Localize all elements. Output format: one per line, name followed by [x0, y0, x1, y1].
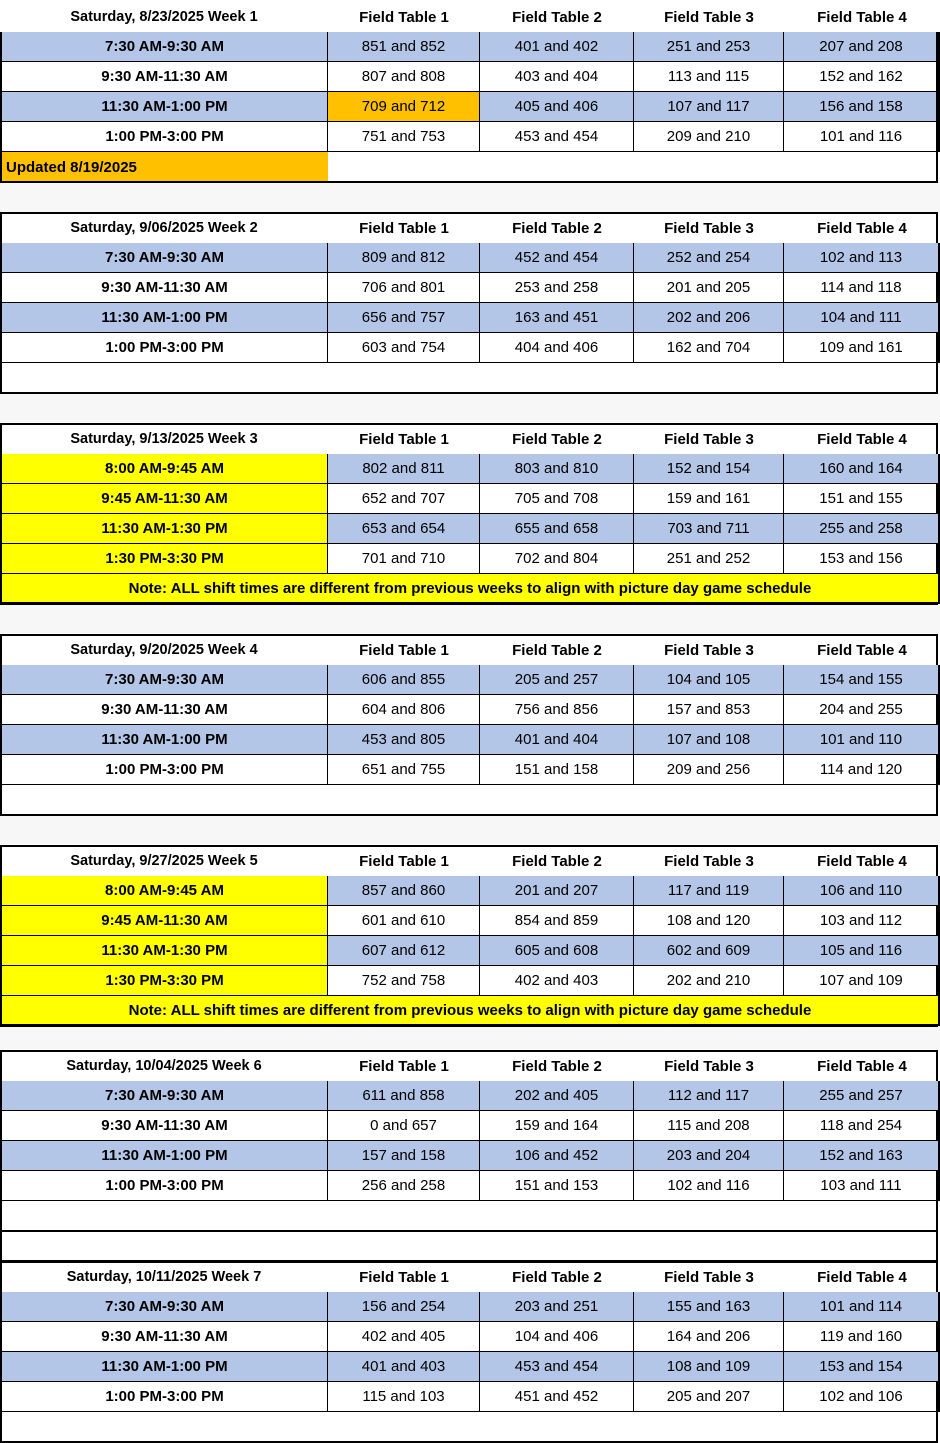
table-cell: 114 and 118 — [784, 273, 940, 303]
table-cell: 652 and 707 — [328, 484, 480, 514]
table-row — [0, 1141, 940, 1171]
week-header: Saturday, 9/20/2025 Week 4 — [70, 642, 258, 658]
week-4-header-row — [0, 635, 940, 665]
time-slot: 9:30 AM-11:30 AM — [0, 1111, 328, 1141]
table-cell: 104 and 111 — [784, 303, 940, 333]
table-cell: 0 and 657 — [328, 1111, 480, 1141]
table-cell: 115 and 103 — [328, 1382, 480, 1412]
time-slot: 8:00 AM-9:45 AM — [0, 876, 328, 906]
table-cell: 119 and 160 — [784, 1322, 940, 1352]
table-cell: 251 and 253 — [634, 32, 784, 62]
table-cell: 706 and 801 — [328, 273, 480, 303]
table-cell: 453 and 454 — [480, 122, 634, 152]
table-cell: 606 and 855 — [328, 665, 480, 695]
table-cell: 156 and 158 — [784, 92, 940, 122]
table-cell: 255 and 257 — [784, 1081, 940, 1111]
column-header: Field Table 3 — [664, 1268, 754, 1286]
time-slot: 1:00 PM-3:00 PM — [0, 1171, 328, 1201]
table-cell: 117 and 119 — [634, 876, 784, 906]
table-cell: 108 and 120 — [634, 906, 784, 936]
column-header: Field Table 4 — [817, 219, 907, 237]
table-row — [0, 695, 940, 725]
table-cell: 607 and 612 — [328, 936, 480, 966]
time-slot: 1:00 PM-3:00 PM — [0, 1382, 328, 1412]
time-slot: 9:30 AM-11:30 AM — [0, 273, 328, 303]
time-slot: 9:30 AM-11:30 AM — [0, 1322, 328, 1352]
table-cell: 152 and 163 — [784, 1141, 940, 1171]
time-slot: 9:45 AM-11:30 AM — [0, 484, 328, 514]
column-header: Field Table 3 — [664, 641, 754, 659]
spacer — [0, 183, 940, 213]
table-cell: 203 and 251 — [480, 1292, 634, 1322]
table-cell: 107 and 117 — [634, 92, 784, 122]
table-cell: 601 and 610 — [328, 906, 480, 936]
table-cell: 203 and 204 — [634, 1141, 784, 1171]
table-row — [0, 243, 940, 273]
table-cell: 205 and 207 — [634, 1382, 784, 1412]
table-row — [0, 665, 940, 695]
table-cell: 207 and 208 — [784, 32, 940, 62]
table-cell: 405 and 406 — [480, 92, 634, 122]
time-slot: 7:30 AM-9:30 AM — [0, 1292, 328, 1322]
table-cell: 401 and 403 — [328, 1352, 480, 1382]
spacer-row — [0, 1230, 938, 1262]
column-header: Field Table 4 — [817, 852, 907, 870]
table-cell: 113 and 115 — [634, 62, 784, 92]
table-row — [0, 755, 940, 785]
table-cell: 701 and 710 — [328, 544, 480, 574]
table-cell: 605 and 608 — [480, 936, 634, 966]
table-cell: 809 and 812 — [328, 243, 480, 273]
table-cell: 164 and 206 — [634, 1322, 784, 1352]
table-cell: 107 and 109 — [784, 966, 940, 996]
table-cell: 106 and 110 — [784, 876, 940, 906]
week-header: Saturday, 9/13/2025 Week 3 — [70, 431, 258, 447]
table-row — [0, 966, 940, 996]
table-cell: 252 and 254 — [634, 243, 784, 273]
table-cell: 453 and 805 — [328, 725, 480, 755]
table-row — [0, 1352, 940, 1382]
table-cell: 153 and 154 — [784, 1352, 940, 1382]
table-row — [0, 906, 940, 936]
table-cell: 157 and 158 — [328, 1141, 480, 1171]
time-slot: 1:00 PM-3:00 PM — [0, 755, 328, 785]
table-cell: 114 and 120 — [784, 755, 940, 785]
week-header: Saturday, 10/11/2025 Week 7 — [66, 1269, 262, 1285]
table-cell: 153 and 156 — [784, 544, 940, 574]
table-cell: 101 and 116 — [784, 122, 940, 152]
time-slot: 11:30 AM-1:00 PM — [0, 92, 328, 122]
table-row — [0, 1081, 940, 1111]
week-7-header-row — [0, 1262, 940, 1292]
table-row — [0, 876, 940, 906]
table-row — [0, 32, 940, 62]
table-cell: 402 and 405 — [328, 1322, 480, 1352]
week-1-header-row — [0, 2, 940, 32]
column-header: Field Table 1 — [359, 219, 449, 237]
week-3-header-row — [0, 424, 940, 454]
table-row — [0, 303, 940, 333]
table-cell: 453 and 454 — [480, 1352, 634, 1382]
table-cell: 152 and 162 — [784, 62, 940, 92]
time-slot: 11:30 AM-1:30 PM — [0, 936, 328, 966]
table-row — [0, 484, 940, 514]
table-cell: 751 and 753 — [328, 122, 480, 152]
table-cell: 103 and 111 — [784, 1171, 940, 1201]
table-cell: 151 and 155 — [784, 484, 940, 514]
table-cell: 253 and 258 — [480, 273, 634, 303]
table-cell: 162 and 704 — [634, 333, 784, 363]
column-header: Field Table 1 — [359, 8, 449, 26]
time-slot: 1:30 PM-3:30 PM — [0, 544, 328, 574]
week-header: Saturday, 9/27/2025 Week 5 — [70, 853, 258, 869]
table-cell: 656 and 757 — [328, 303, 480, 333]
table-row — [0, 514, 940, 544]
table-cell: 752 and 758 — [328, 966, 480, 996]
column-header: Field Table 3 — [664, 1057, 754, 1075]
table-cell: 204 and 255 — [784, 695, 940, 725]
column-header: Field Table 2 — [512, 430, 602, 448]
table-row — [0, 725, 940, 755]
table-row — [0, 1171, 940, 1201]
table-cell: 163 and 451 — [480, 303, 634, 333]
week-5-header-row — [0, 846, 940, 876]
table-cell: 807 and 808 — [328, 62, 480, 92]
table-cell: 101 and 110 — [784, 725, 940, 755]
table-cell: 102 and 106 — [784, 1382, 940, 1412]
table-cell: 118 and 254 — [784, 1111, 940, 1141]
column-header: Field Table 4 — [817, 430, 907, 448]
spacer — [0, 394, 940, 422]
table-cell: 651 and 755 — [328, 755, 480, 785]
column-header: Field Table 2 — [512, 852, 602, 870]
table-cell: 603 and 754 — [328, 333, 480, 363]
time-slot: 7:30 AM-9:30 AM — [0, 243, 328, 273]
table-cell: 115 and 208 — [634, 1111, 784, 1141]
table-cell: 104 and 105 — [634, 665, 784, 695]
table-cell: 160 and 164 — [784, 454, 940, 484]
time-slot: 1:00 PM-3:00 PM — [0, 122, 328, 152]
table-cell: 256 and 258 — [328, 1171, 480, 1201]
table-cell: 205 and 257 — [480, 665, 634, 695]
table-cell: 209 and 256 — [634, 755, 784, 785]
table-cell: 107 and 108 — [634, 725, 784, 755]
table-row — [0, 333, 940, 363]
table-cell: 611 and 858 — [328, 1081, 480, 1111]
table-cell: 156 and 254 — [328, 1292, 480, 1322]
table-cell: 157 and 853 — [634, 695, 784, 725]
column-header: Field Table 2 — [512, 219, 602, 237]
table-cell: 452 and 454 — [480, 243, 634, 273]
table-row — [0, 544, 940, 574]
time-slot: 11:30 AM-1:00 PM — [0, 1352, 328, 1382]
column-header: Field Table 1 — [359, 1268, 449, 1286]
time-slot: 9:30 AM-11:30 AM — [0, 62, 328, 92]
column-header: Field Table 4 — [817, 8, 907, 26]
table-cell: 154 and 155 — [784, 665, 940, 695]
table-cell: 209 and 210 — [634, 122, 784, 152]
column-header: Field Table 2 — [512, 8, 602, 26]
spacer — [0, 816, 940, 844]
table-cell: 857 and 860 — [328, 876, 480, 906]
table-cell: 602 and 609 — [634, 936, 784, 966]
table-row — [0, 1111, 940, 1141]
table-cell: 103 and 112 — [784, 906, 940, 936]
week-6-header-row — [0, 1051, 940, 1081]
table-cell: 401 and 404 — [480, 725, 634, 755]
schedule-note: Note: ALL shift times are different from previous weeks to align with picture day game schedule — [0, 996, 940, 1026]
table-cell: 402 and 403 — [480, 966, 634, 996]
table-cell: 102 and 116 — [634, 1171, 784, 1201]
column-header: Field Table 1 — [359, 641, 449, 659]
spacer — [0, 1027, 940, 1049]
table-row — [0, 92, 940, 122]
week-header: Saturday, 10/04/2025 Week 6 — [66, 1058, 262, 1074]
table-row — [0, 1322, 940, 1352]
table-cell: 159 and 161 — [634, 484, 784, 514]
time-slot: 7:30 AM-9:30 AM — [0, 665, 328, 695]
table-cell: 703 and 711 — [634, 514, 784, 544]
table-cell: 705 and 708 — [480, 484, 634, 514]
table-cell: 401 and 402 — [480, 32, 634, 62]
schedule-note: Note: ALL shift times are different from previous weeks to align with picture day game schedule — [0, 574, 940, 604]
table-cell: 756 and 856 — [480, 695, 634, 725]
week-header: Saturday, 9/06/2025 Week 2 — [70, 220, 258, 236]
table-row — [0, 1382, 940, 1412]
table-cell: 106 and 452 — [480, 1141, 634, 1171]
column-header: Field Table 2 — [512, 1057, 602, 1075]
table-row — [0, 122, 940, 152]
week-2-header-row — [0, 213, 940, 243]
time-slot: 7:30 AM-9:30 AM — [0, 1081, 328, 1111]
table-cell: 655 and 658 — [480, 514, 634, 544]
table-cell: 451 and 452 — [480, 1382, 634, 1412]
table-cell: 202 and 210 — [634, 966, 784, 996]
column-header: Field Table 1 — [359, 852, 449, 870]
column-header: Field Table 3 — [664, 219, 754, 237]
table-cell: 702 and 804 — [480, 544, 634, 574]
time-slot: 9:30 AM-11:30 AM — [0, 695, 328, 725]
time-slot: 11:30 AM-1:00 PM — [0, 1141, 328, 1171]
column-header: Field Table 3 — [664, 430, 754, 448]
table-cell: 102 and 113 — [784, 243, 940, 273]
table-cell: 802 and 811 — [328, 454, 480, 484]
table-row — [0, 936, 940, 966]
table-cell: 112 and 117 — [634, 1081, 784, 1111]
table-cell: 202 and 405 — [480, 1081, 634, 1111]
table-cell: 403 and 404 — [480, 62, 634, 92]
time-slot: 8:00 AM-9:45 AM — [0, 454, 328, 484]
table-cell: 201 and 207 — [480, 876, 634, 906]
column-header: Field Table 3 — [664, 8, 754, 26]
table-cell: 255 and 258 — [784, 514, 940, 544]
table-cell: 251 and 252 — [634, 544, 784, 574]
table-cell: 854 and 859 — [480, 906, 634, 936]
table-cell: 108 and 109 — [634, 1352, 784, 1382]
table-cell: 803 and 810 — [480, 454, 634, 484]
column-header: Field Table 2 — [512, 1268, 602, 1286]
table-cell: 151 and 158 — [480, 755, 634, 785]
table-cell: 104 and 406 — [480, 1322, 634, 1352]
table-cell: 152 and 154 — [634, 454, 784, 484]
updated-label: Updated 8/19/2025 — [2, 152, 328, 182]
table-cell: 101 and 114 — [784, 1292, 940, 1322]
table-cell: 604 and 806 — [328, 695, 480, 725]
table-row — [0, 454, 940, 484]
table-cell: 109 and 161 — [784, 333, 940, 363]
table-row — [0, 273, 940, 303]
table-cell-highlighted: 709 and 712 — [328, 92, 480, 122]
table-cell: 653 and 654 — [328, 514, 480, 544]
time-slot: 11:30 AM-1:00 PM — [0, 303, 328, 333]
time-slot: 9:45 AM-11:30 AM — [0, 906, 328, 936]
table-row — [0, 1292, 940, 1322]
column-header: Field Table 2 — [512, 641, 602, 659]
time-slot: 7:30 AM-9:30 AM — [0, 32, 328, 62]
column-header: Field Table 4 — [817, 1057, 907, 1075]
column-header: Field Table 4 — [817, 641, 907, 659]
column-header: Field Table 3 — [664, 852, 754, 870]
table-cell: 851 and 852 — [328, 32, 480, 62]
column-header: Field Table 1 — [359, 430, 449, 448]
table-cell: 151 and 153 — [480, 1171, 634, 1201]
table-cell: 201 and 205 — [634, 273, 784, 303]
column-header: Field Table 1 — [359, 1057, 449, 1075]
table-cell: 159 and 164 — [480, 1111, 634, 1141]
time-slot: 1:30 PM-3:30 PM — [0, 966, 328, 996]
time-slot: 11:30 AM-1:30 PM — [0, 514, 328, 544]
table-cell: 155 and 163 — [634, 1292, 784, 1322]
column-header: Field Table 4 — [817, 1268, 907, 1286]
table-row — [0, 62, 940, 92]
table-cell: 105 and 116 — [784, 936, 940, 966]
time-slot: 1:00 PM-3:00 PM — [0, 333, 328, 363]
table-cell: 202 and 206 — [634, 303, 784, 333]
week-header: Saturday, 8/23/2025 Week 1 — [70, 9, 258, 25]
time-slot: 11:30 AM-1:00 PM — [0, 725, 328, 755]
spacer — [0, 605, 940, 633]
table-cell: 404 and 406 — [480, 333, 634, 363]
